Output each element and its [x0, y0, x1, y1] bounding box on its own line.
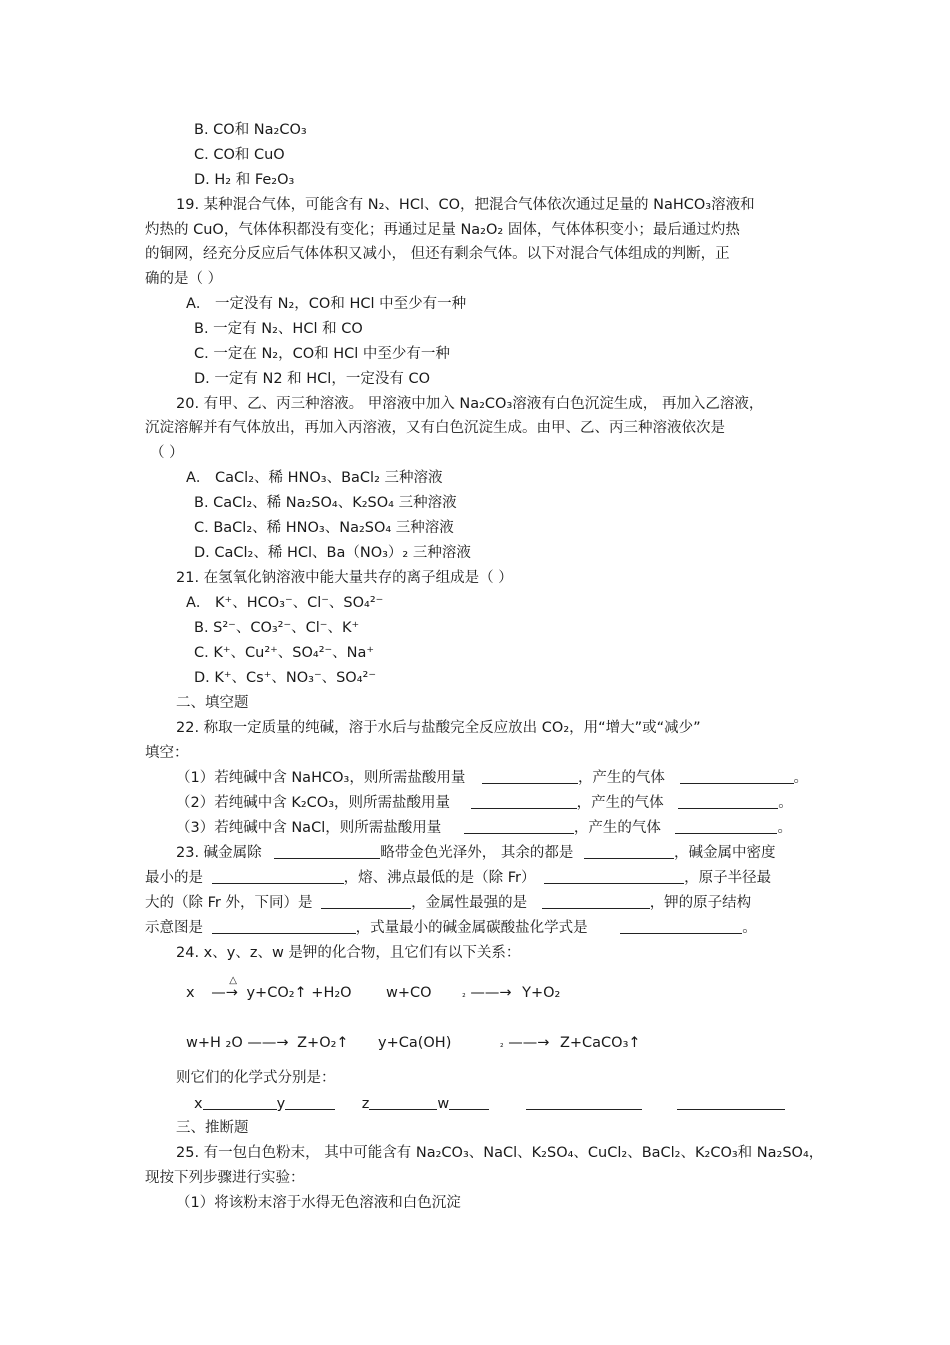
q24-z-blank[interactable] [369, 1095, 437, 1110]
q20-option-c: C. BaCl₂、稀 HNO₃、Na₂SO₄ 三种溶液 [194, 520, 454, 536]
q25-stem-line1: 25. 有一包白色粉末， 其中可能含有 Na₂CO₃、NaCl、K₂SO₄、CuCl₂、BaCl₂、K₂CO₃和 Na₂SO₄， [176, 1145, 824, 1161]
reaction-arrow-icon: △ —→ [211, 975, 238, 1001]
section-heading-inference: 三、推断题 [176, 1120, 249, 1136]
section-heading-fill-in: 二、填空题 [176, 695, 249, 711]
q23-blank-2[interactable] [584, 844, 674, 859]
q23-blank-3[interactable] [212, 869, 344, 884]
q20-option-d: D. CaCl₂、稀 HCl、Ba（NO₃）₂ 三种溶液 [194, 545, 471, 561]
q21-option-c: C. K⁺、Cu²⁺、SO₄²⁻、Na⁺ [194, 645, 375, 661]
q21-option-d: D. K⁺、Cs⁺、NO₃⁻、SO₄²⁻ [194, 670, 377, 686]
q23-blank-4[interactable] [544, 869, 684, 884]
q21-option-a: A． K⁺、HCO₃⁻、Cl⁻、SO₄²⁻ [186, 595, 384, 611]
q22-stem-line2: 填空： [145, 745, 189, 761]
q24-w-blank[interactable] [449, 1095, 489, 1110]
q20-stem-line1: 20. 有甲、乙、丙三种溶液。 甲溶液中加入 Na₂CO₃溶液有白色沉淀生成， 再加入乙溶液， [176, 396, 764, 412]
q22-sub1: （1）若纯碱中含 NaHCO₃，则所需盐酸用量 ，产生的气体 。 [176, 770, 809, 786]
q23-line3: 大的（除 Fr 外，下同）是 ，金属性最强的是 ，钾的原子结构 [145, 895, 752, 911]
q18-option-c: C. CO和 CuO [194, 147, 285, 163]
reaction-arrow-icon: ——→ [508, 1035, 550, 1051]
q21-stem: 21. 在氢氧化钠溶液中能大量共存的离子组成是（ ） [176, 570, 513, 586]
q19-option-c: C. 一定在 N₂，CO和 HCl 中至少有一种 [194, 346, 450, 362]
q22-sub3-acid-blank[interactable] [464, 819, 574, 834]
q24-equation-4: y+Ca(OH) ₂ ——→ Z+CaCO₃↑ [378, 1032, 641, 1056]
q23-blank-8[interactable] [620, 919, 742, 934]
q24-x-blank[interactable] [203, 1095, 277, 1110]
reaction-arrow-icon: ——→ [247, 1035, 289, 1051]
q19-stem-line2: 灼热的 CuO，气体体积都没有变化；再通过足量 Na₂O₂ 固体，气体体积变小；最后通过灼热 [145, 222, 740, 238]
q22-sub1-gas-blank[interactable] [680, 769, 794, 784]
q23-line1: 23. 碱金属除 略带金色光泽外， 其余的都是 ，碱金属中密度 [176, 845, 776, 861]
q22-sub2: （2）若纯碱中含 K₂CO₃，则所需盐酸用量 ，产生的气体 。 [176, 795, 793, 811]
q24-answer-row: x y z w [194, 1094, 785, 1114]
q23-line4: 示意图是 ，式量最小的碱金属碳酸盐化学式是 。 [145, 920, 757, 936]
q23-blank-7[interactable] [212, 919, 356, 934]
q25-stem-line2: 现按下列步骤进行实验： [145, 1170, 305, 1186]
q19-option-a: A． 一定没有 N₂，CO和 HCl 中至少有一种 [186, 296, 467, 312]
q20-option-b: B. CaCl₂、稀 Na₂SO₄、K₂SO₄ 三种溶液 [194, 495, 457, 511]
q22-sub3: （3）若纯碱中含 NaCl，则所需盐酸用量 ，产生的气体 。 [176, 820, 792, 836]
q22-sub1-acid-blank[interactable] [482, 769, 578, 784]
q23-blank-5[interactable] [321, 894, 411, 909]
q20-stem-line2: 沉淀溶解并有气体放出，再加入丙溶液，又有白色沉淀生成。由甲、乙、丙三种溶液依次是 [145, 420, 725, 436]
q21-option-b: B. S²⁻、CO₃²⁻、Cl⁻、K⁺ [194, 620, 360, 636]
q22-sub2-gas-blank[interactable] [678, 794, 778, 809]
q20-stem-line3: （ ） [150, 445, 184, 461]
q24-equation-2: w+CO ₂ ——→ Y+O₂ [386, 982, 560, 1006]
q24-stem: 24. x、y、z、w 是钾的化合物，且它们有以下关系： [176, 945, 521, 961]
q18-option-b: B. CO和 Na₂CO₃ [194, 122, 307, 138]
q22-sub3-gas-blank[interactable] [675, 819, 777, 834]
reaction-arrow-icon: ——→ [470, 985, 512, 1001]
q23-blank-1[interactable] [274, 844, 380, 859]
q24-answer-prompt: 则它们的化学式分别是： [176, 1070, 336, 1086]
q23-line2: 最小的是 ，熔、沸点最低的是（除 Fr） ，原子半径最 [145, 870, 772, 886]
q20-option-a: A． CaCl₂、稀 HNO₃、BaCl₂ 三种溶液 [186, 470, 443, 486]
q24-y-blank[interactable] [285, 1095, 335, 1110]
q22-stem-line1: 22. 称取一定质量的纯碱，溶于水后与盐酸完全反应放出 CO₂，用“增大”或“减少” [176, 720, 701, 736]
q24-equation-3: w+H ₂O ——→ Z+O₂↑ [186, 1032, 349, 1054]
q23-blank-6[interactable] [542, 894, 650, 909]
q19-stem-line4: 确的是（ ） [145, 271, 223, 287]
q24-extra-blank-1[interactable] [526, 1095, 642, 1110]
q22-sub2-acid-blank[interactable] [471, 794, 577, 809]
q19-option-d: D. 一定有 N2 和 HCl，一定没有 CO [194, 371, 430, 387]
q19-stem-line3: 的铜网，经充分反应后气体体积又减小， 但还有剩余气体。以下对混合气体组成的判断，正 [145, 246, 730, 262]
q24-extra-blank-2[interactable] [677, 1095, 785, 1110]
q24-equation-1: x △ —→ y+CO₂↑ +H₂O [186, 982, 352, 1004]
q19-option-b: B. 一定有 N₂、HCl 和 CO [194, 321, 363, 337]
q25-step-1: （1）将该粉末溶于水得无色溶液和白色沉淀 [176, 1195, 461, 1211]
q18-option-d: D. H₂ 和 Fe₂O₃ [194, 172, 295, 188]
q19-stem-line1: 19. 某种混合气体，可能含有 N₂、HCl、CO，把混合气体依次通过足量的 NaHCO₃溶液和 [176, 197, 755, 213]
